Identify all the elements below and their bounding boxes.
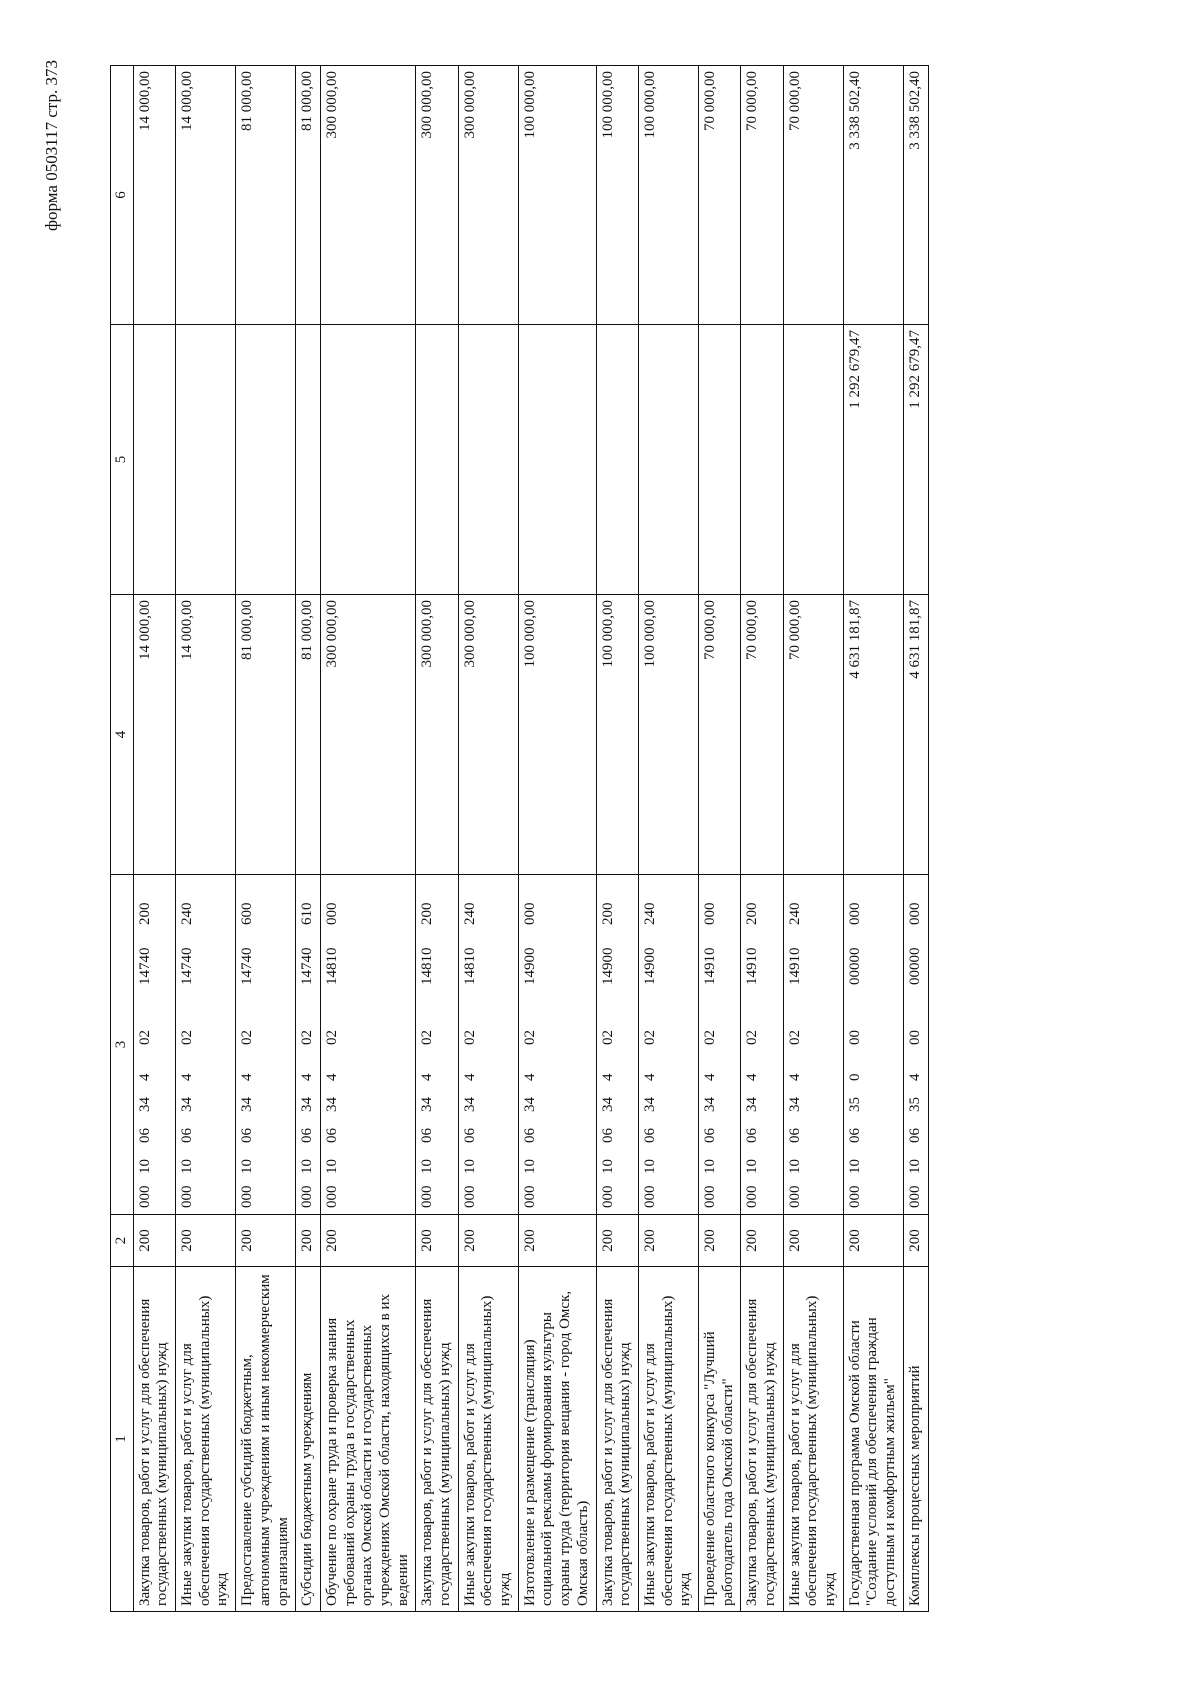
budget-code-part: 14810	[461, 947, 478, 985]
row-value-col4: 4 631 181,87	[843, 595, 903, 875]
budget-code-part: 10	[906, 1159, 923, 1174]
row-value-col5	[236, 325, 296, 595]
budget-code-part: 02	[521, 1030, 538, 1045]
budget-code-part: 35	[846, 1097, 863, 1112]
row-value-col5	[596, 325, 638, 595]
budget-code-part: 000	[744, 1185, 761, 1208]
budget-code-part: 06	[239, 1128, 256, 1143]
budget-code-parts	[239, 875, 257, 1214]
table-row	[903, 66, 928, 1612]
table-row	[176, 66, 236, 1612]
row-value-col6: 70 000,00	[698, 66, 740, 325]
table-row	[133, 66, 175, 1612]
budget-code-part: 000	[599, 1185, 616, 1208]
budget-code-parts	[744, 875, 762, 1214]
row-description: Проведение областного конкурса "Лучший работодатель года Омской области"	[698, 1267, 740, 1612]
table-row	[783, 66, 843, 1612]
budget-code-part: 10	[701, 1159, 718, 1174]
row-value-col4: 100 000,00	[596, 595, 638, 875]
row-budget-classification-code	[296, 875, 321, 1215]
budget-code-part: 14810	[323, 947, 340, 985]
budget-code-parts	[462, 875, 480, 1214]
budget-code-part: 600	[239, 902, 256, 925]
form-page-label: форма 0503117 стр. 373	[42, 60, 61, 231]
budget-code-part: 10	[786, 1159, 803, 1174]
budget-code-part: 14900	[521, 947, 538, 985]
row-description: Обучение по охране труда и проверка знания требований охраны труда в государственных органах Омской области и государственных учреждениях Омской области, находящихся в их ведении	[320, 1267, 415, 1612]
budget-code-part: 06	[461, 1128, 478, 1143]
budget-code-part: 000	[846, 902, 863, 925]
column-number-row	[111, 66, 134, 1612]
budget-code-part: 4	[701, 1073, 718, 1081]
budget-code-part: 06	[744, 1128, 761, 1143]
budget-code-part: 4	[461, 1073, 478, 1081]
budget-code-part: 000	[461, 1185, 478, 1208]
budget-code-part: 10	[179, 1159, 196, 1174]
budget-code-part: 02	[299, 1030, 316, 1045]
budget-code-part: 200	[599, 902, 616, 925]
row-description: Закупка товаров, работ и услуг для обеспечения государственных (муниципальных) нужд	[133, 1267, 175, 1612]
table-body	[133, 66, 928, 1612]
row-line-code: 200	[458, 1215, 518, 1267]
row-value-col6: 14 000,00	[133, 66, 175, 325]
row-value-col5	[416, 325, 458, 595]
row-value-col4: 300 000,00	[320, 595, 415, 875]
budget-code-part: 02	[179, 1030, 196, 1045]
budget-code-part: 10	[744, 1159, 761, 1174]
budget-code-part: 4	[136, 1073, 153, 1081]
budget-code-part: 0	[846, 1073, 863, 1081]
column-header-4: 4	[111, 595, 134, 875]
budget-code-part: 34	[744, 1097, 761, 1112]
budget-code-part: 02	[599, 1030, 616, 1045]
table-row	[416, 66, 458, 1612]
budget-code-part: 200	[136, 902, 153, 925]
budget-code-part: 34	[461, 1097, 478, 1112]
row-description: Изготовление и размещение (трансляция) социальной рекламы формирования культуры охраны труда (территория вещания - город Омск, Омская область)	[518, 1267, 596, 1612]
budget-code-part: 000	[323, 1185, 340, 1208]
row-budget-classification-code	[596, 875, 638, 1215]
budget-code-part: 4	[906, 1073, 923, 1081]
row-description: Закупка товаров, работ и услуг для обеспечения государственных (муниципальных) нужд	[416, 1267, 458, 1612]
row-value-col4: 100 000,00	[518, 595, 596, 875]
row-value-col6: 300 000,00	[320, 66, 415, 325]
row-line-code: 200	[783, 1215, 843, 1267]
row-value-col4: 100 000,00	[638, 595, 698, 875]
column-header-6: 6	[111, 66, 134, 325]
row-budget-classification-code	[741, 875, 783, 1215]
budget-code-part: 4	[786, 1073, 803, 1081]
budget-code-part: 02	[323, 1030, 340, 1045]
budget-code-parts	[642, 875, 660, 1214]
budget-code-part: 34	[323, 1097, 340, 1112]
budget-code-part: 06	[786, 1128, 803, 1143]
row-line-code: 200	[638, 1215, 698, 1267]
row-budget-classification-code	[458, 875, 518, 1215]
budget-code-part: 02	[136, 1030, 153, 1045]
budget-code-part: 34	[239, 1097, 256, 1112]
row-value-col4: 300 000,00	[416, 595, 458, 875]
budget-code-part: 34	[521, 1097, 538, 1112]
row-value-col5	[638, 325, 698, 595]
budget-code-part: 06	[641, 1128, 658, 1143]
budget-code-part: 4	[299, 1073, 316, 1081]
budget-code-part: 000	[846, 1185, 863, 1208]
row-value-col4: 70 000,00	[741, 595, 783, 875]
budget-code-part: 4	[323, 1073, 340, 1081]
row-value-col6: 3 338 502,40	[843, 66, 903, 325]
budget-code-part: 34	[136, 1097, 153, 1112]
budget-code-part: 000	[323, 902, 340, 925]
budget-code-part: 10	[846, 1159, 863, 1174]
budget-code-part: 14740	[299, 947, 316, 985]
table-row	[320, 66, 415, 1612]
row-line-code: 200	[236, 1215, 296, 1267]
row-budget-classification-code	[416, 875, 458, 1215]
budget-code-part: 06	[846, 1128, 863, 1143]
row-value-col5	[133, 325, 175, 595]
budget-code-part: 4	[419, 1073, 436, 1081]
row-budget-classification-code	[638, 875, 698, 1215]
budget-code-part: 02	[641, 1030, 658, 1045]
budget-code-part: 14900	[641, 947, 658, 985]
row-description: Иные закупки товаров, работ и услуг для обеспечения государственных (муниципальных) нужд	[783, 1267, 843, 1612]
budget-code-part: 34	[641, 1097, 658, 1112]
budget-code-part: 02	[461, 1030, 478, 1045]
budget-code-part: 000	[701, 902, 718, 925]
row-value-col4: 300 000,00	[458, 595, 518, 875]
row-value-col5	[698, 325, 740, 595]
row-value-col6: 70 000,00	[783, 66, 843, 325]
budget-code-part: 02	[786, 1030, 803, 1045]
budget-code-part: 06	[521, 1128, 538, 1143]
budget-code-parts	[419, 875, 437, 1214]
row-value-col4: 4 631 181,87	[903, 595, 928, 875]
budget-code-part: 14910	[701, 947, 718, 985]
table-row	[296, 66, 321, 1612]
row-line-code: 200	[133, 1215, 175, 1267]
budget-code-part: 02	[239, 1030, 256, 1045]
row-description: Государственная программа Омской области "Создание условий для обеспечения граждан доступным и комфортным жильем"	[843, 1267, 903, 1612]
budget-code-part: 10	[641, 1159, 658, 1174]
budget-code-parts	[179, 875, 197, 1214]
budget-report-table	[110, 65, 929, 1612]
budget-code-part: 02	[744, 1030, 761, 1045]
row-value-col4: 14 000,00	[133, 595, 175, 875]
row-value-col6: 14 000,00	[176, 66, 236, 325]
budget-code-part: 4	[744, 1073, 761, 1081]
table-row	[741, 66, 783, 1612]
budget-code-part: 06	[179, 1128, 196, 1143]
row-line-code: 200	[741, 1215, 783, 1267]
row-value-col4: 70 000,00	[783, 595, 843, 875]
budget-code-parts	[522, 875, 540, 1214]
row-value-col4: 81 000,00	[236, 595, 296, 875]
budget-code-parts	[702, 875, 720, 1214]
budget-code-part: 35	[906, 1097, 923, 1112]
row-value-col6: 100 000,00	[518, 66, 596, 325]
row-description: Предоставление субсидий бюджетным, автономным учреждениям и иным некоммерческим организациям	[236, 1267, 296, 1612]
table-row	[236, 66, 296, 1612]
budget-code-part: 02	[419, 1030, 436, 1045]
table-row	[458, 66, 518, 1612]
row-value-col5	[458, 325, 518, 595]
row-line-code: 200	[843, 1215, 903, 1267]
row-description: Иные закупки товаров, работ и услуг для обеспечения государственных (муниципальных) нужд	[176, 1267, 236, 1612]
budget-code-part: 10	[599, 1159, 616, 1174]
budget-code-part: 4	[599, 1073, 616, 1081]
budget-code-part: 14740	[179, 947, 196, 985]
budget-code-part: 000	[906, 1185, 923, 1208]
row-budget-classification-code	[176, 875, 236, 1215]
row-line-code: 200	[176, 1215, 236, 1267]
row-description: Иные закупки товаров, работ и услуг для обеспечения государственных (муниципальных) нужд	[458, 1267, 518, 1612]
row-budget-classification-code	[133, 875, 175, 1215]
budget-code-part: 10	[239, 1159, 256, 1174]
row-description: Комплексы процессных мероприятий	[903, 1267, 928, 1612]
budget-code-part: 34	[179, 1097, 196, 1112]
budget-code-part: 14740	[136, 947, 153, 985]
row-value-col5	[176, 325, 236, 595]
row-value-col6: 81 000,00	[236, 66, 296, 325]
budget-code-part: 240	[641, 902, 658, 925]
row-description: Иные закупки товаров, работ и услуг для обеспечения государственных (муниципальных) нужд	[638, 1267, 698, 1612]
row-value-col5	[518, 325, 596, 595]
budget-code-part: 10	[521, 1159, 538, 1174]
row-budget-classification-code	[783, 875, 843, 1215]
row-budget-classification-code	[320, 875, 415, 1215]
table-row	[596, 66, 638, 1612]
budget-code-part: 10	[299, 1159, 316, 1174]
budget-code-parts	[847, 875, 865, 1214]
budget-code-parts	[299, 875, 317, 1214]
budget-code-part: 06	[419, 1128, 436, 1143]
row-budget-classification-code	[698, 875, 740, 1215]
row-value-col5	[741, 325, 783, 595]
budget-code-part: 4	[179, 1073, 196, 1081]
row-line-code: 200	[320, 1215, 415, 1267]
budget-code-part: 4	[239, 1073, 256, 1081]
row-value-col5	[296, 325, 321, 595]
budget-code-part: 4	[641, 1073, 658, 1081]
budget-code-part: 10	[461, 1159, 478, 1174]
budget-code-part: 4	[521, 1073, 538, 1081]
column-header-1: 1	[111, 1267, 134, 1612]
budget-code-parts	[907, 875, 925, 1214]
budget-code-part: 000	[521, 1185, 538, 1208]
budget-code-part: 14900	[599, 947, 616, 985]
budget-code-part: 06	[599, 1128, 616, 1143]
column-header-2: 2	[111, 1215, 134, 1267]
budget-code-part: 000	[299, 1185, 316, 1208]
table-row	[843, 66, 903, 1612]
row-line-code: 200	[296, 1215, 321, 1267]
row-budget-classification-code	[843, 875, 903, 1215]
budget-code-part: 00	[846, 1030, 863, 1045]
row-value-col5: 1 292 679,47	[903, 325, 928, 595]
budget-code-part: 610	[299, 902, 316, 925]
budget-code-part: 200	[419, 902, 436, 925]
table-row	[638, 66, 698, 1612]
budget-code-part: 02	[701, 1030, 718, 1045]
row-line-code: 200	[596, 1215, 638, 1267]
row-line-code: 200	[518, 1215, 596, 1267]
row-value-col5	[320, 325, 415, 595]
budget-code-part: 10	[419, 1159, 436, 1174]
budget-code-part: 06	[906, 1128, 923, 1143]
row-value-col4: 14 000,00	[176, 595, 236, 875]
budget-code-part: 34	[299, 1097, 316, 1112]
row-value-col6: 81 000,00	[296, 66, 321, 325]
budget-code-part: 06	[701, 1128, 718, 1143]
budget-code-part: 000	[179, 1185, 196, 1208]
row-value-col6: 3 338 502,40	[903, 66, 928, 325]
budget-code-part: 240	[461, 902, 478, 925]
column-header-5: 5	[111, 325, 134, 595]
row-description: Субсидии бюджетным учреждениям	[296, 1267, 321, 1612]
budget-code-part: 14740	[239, 947, 256, 985]
budget-code-part: 10	[323, 1159, 340, 1174]
row-value-col6: 100 000,00	[596, 66, 638, 325]
budget-code-parts	[137, 875, 155, 1214]
budget-code-part: 000	[239, 1185, 256, 1208]
budget-code-part: 00000	[846, 947, 863, 985]
budget-code-part: 34	[701, 1097, 718, 1112]
budget-code-part: 14810	[419, 947, 436, 985]
budget-code-part: 00	[906, 1030, 923, 1045]
budget-code-part: 200	[744, 902, 761, 925]
row-value-col5: 1 292 679,47	[843, 325, 903, 595]
budget-code-part: 06	[323, 1128, 340, 1143]
row-value-col4: 81 000,00	[296, 595, 321, 875]
row-value-col6: 300 000,00	[416, 66, 458, 325]
budget-code-part: 10	[136, 1159, 153, 1174]
row-value-col5	[783, 325, 843, 595]
budget-code-part: 000	[521, 902, 538, 925]
budget-code-parts	[787, 875, 805, 1214]
row-value-col6: 100 000,00	[638, 66, 698, 325]
column-header-3: 3	[111, 875, 134, 1215]
row-line-code: 200	[903, 1215, 928, 1267]
row-budget-classification-code	[903, 875, 928, 1215]
budget-code-part: 06	[136, 1128, 153, 1143]
row-description: Закупка товаров, работ и услуг для обеспечения государственных (муниципальных) нужд	[741, 1267, 783, 1612]
budget-code-parts	[600, 875, 618, 1214]
row-budget-classification-code	[518, 875, 596, 1215]
budget-code-part: 00000	[906, 947, 923, 985]
row-value-col6: 70 000,00	[741, 66, 783, 325]
budget-code-part: 34	[786, 1097, 803, 1112]
budget-code-part: 240	[179, 902, 196, 925]
row-budget-classification-code	[236, 875, 296, 1215]
row-description: Закупка товаров, работ и услуг для обеспечения государственных (муниципальных) нужд	[596, 1267, 638, 1612]
budget-code-part: 000	[906, 902, 923, 925]
row-line-code: 200	[416, 1215, 458, 1267]
budget-code-part: 000	[136, 1185, 153, 1208]
budget-code-part: 000	[701, 1185, 718, 1208]
budget-code-part: 34	[419, 1097, 436, 1112]
table-row	[698, 66, 740, 1612]
budget-code-part: 240	[786, 902, 803, 925]
budget-code-part: 34	[599, 1097, 616, 1112]
row-value-col6: 300 000,00	[458, 66, 518, 325]
budget-code-part: 14910	[744, 947, 761, 985]
table-row	[518, 66, 596, 1612]
budget-code-part: 06	[299, 1128, 316, 1143]
budget-code-part: 000	[786, 1185, 803, 1208]
row-value-col4: 70 000,00	[698, 595, 740, 875]
row-line-code: 200	[698, 1215, 740, 1267]
budget-code-part: 000	[419, 1185, 436, 1208]
budget-code-part: 000	[641, 1185, 658, 1208]
budget-code-parts	[324, 875, 342, 1214]
budget-code-part: 14910	[786, 947, 803, 985]
